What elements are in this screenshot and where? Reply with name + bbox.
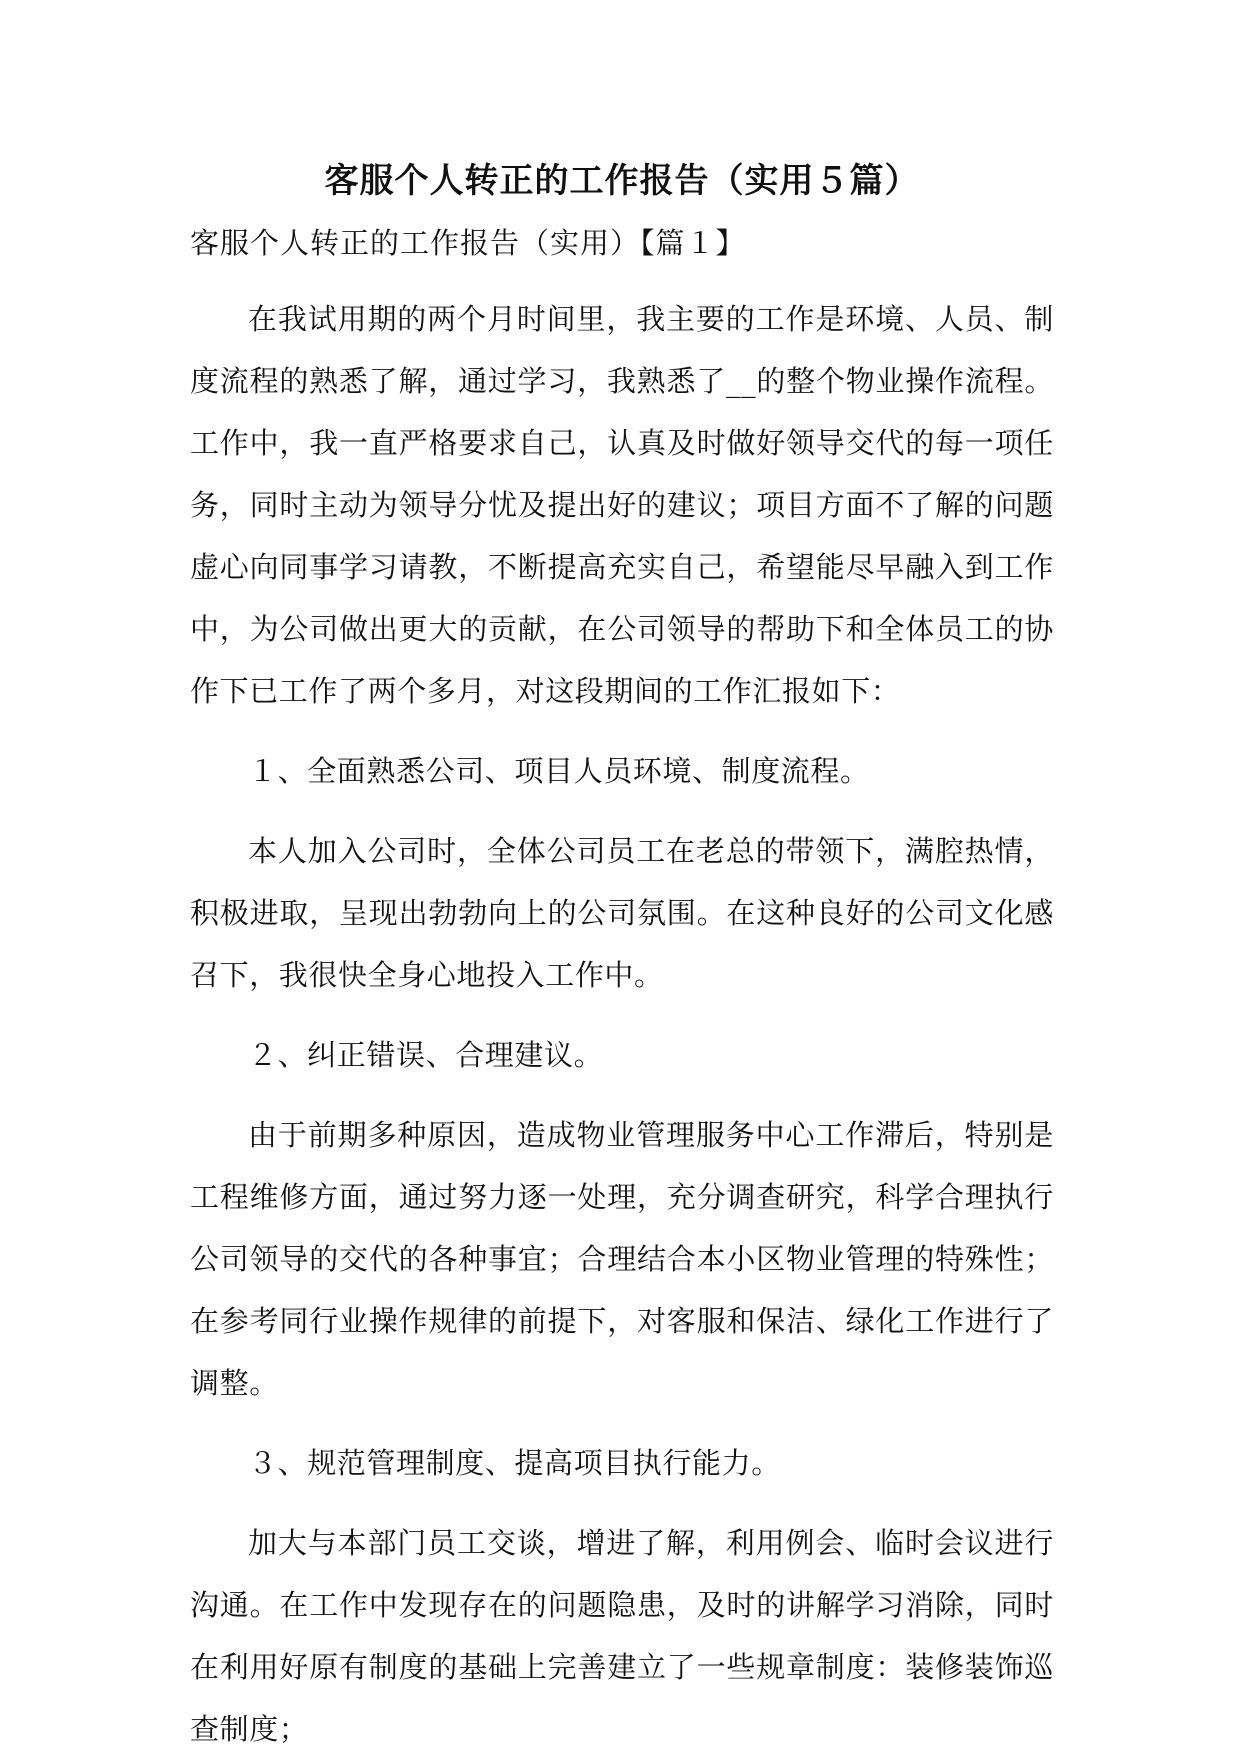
item-heading-2: ２、纠正错误、合理建议。 — [248, 1038, 604, 1072]
item-heading-3: ３、规范管理制度、提高项目执行能力。 — [248, 1446, 781, 1480]
paragraph-item-1: 本人加入公司时，全体公司员工在老总的带领下，满腔热情，积极进取，呈现出勃勃向上的公司氛围。在这种良好的公司文化感召下，我很快全身心地投入工作中。 — [190, 834, 1054, 992]
paragraph-item-2: 由于前期多种原因，造成物业管理服务中心工作滞后，特别是工程维修方面，通过努力逐一处理，充分调查研究，科学合理执行公司领导的交代的各种事宜；合理结合本小区物业管理的特殊性；在参考同行业操作规律的前提下，对客服和保洁、绿化工作进行了调整。 — [190, 1118, 1054, 1400]
item-heading-1: １、全面熟悉公司、项目人员环境、制度流程。 — [248, 754, 870, 788]
paragraph-item-3: 加大与本部门员工交谈，增进了解，利用例会、临时会议进行沟通。在工作中发现存在的问题隐患，及时的讲解学习消除，同时在利用好原有制度的基础上完善建立了一些规章制度：装修装饰巡查制度； — [190, 1526, 1054, 1746]
document-body — [190, 158, 1054, 1760]
document-title: 客服个人转正的工作报告（实用５篇） — [324, 161, 920, 201]
paragraph-intro: 在我试用期的两个月时间里，我主要的工作是环境、人员、制度流程的熟悉了解，通过学习，我熟悉了__的整个物业操作流程。工作中，我一直严格要求自己，认真及时做好领导交代的每一项任务，同时主动为领导分忧及提出好的建议；项目方面不了解的问题虚心向同事学习请教，不断提高充实自己，希望能尽早融入到工作中，为公司做出更大的贡献，在公司领导的帮助下和全体员工的协作下已工作了两个多月，对这段期间的工作汇报如下： — [190, 302, 1054, 708]
section-heading-part-1: 客服个人转正的工作报告（实用）【篇１】 — [190, 226, 746, 260]
